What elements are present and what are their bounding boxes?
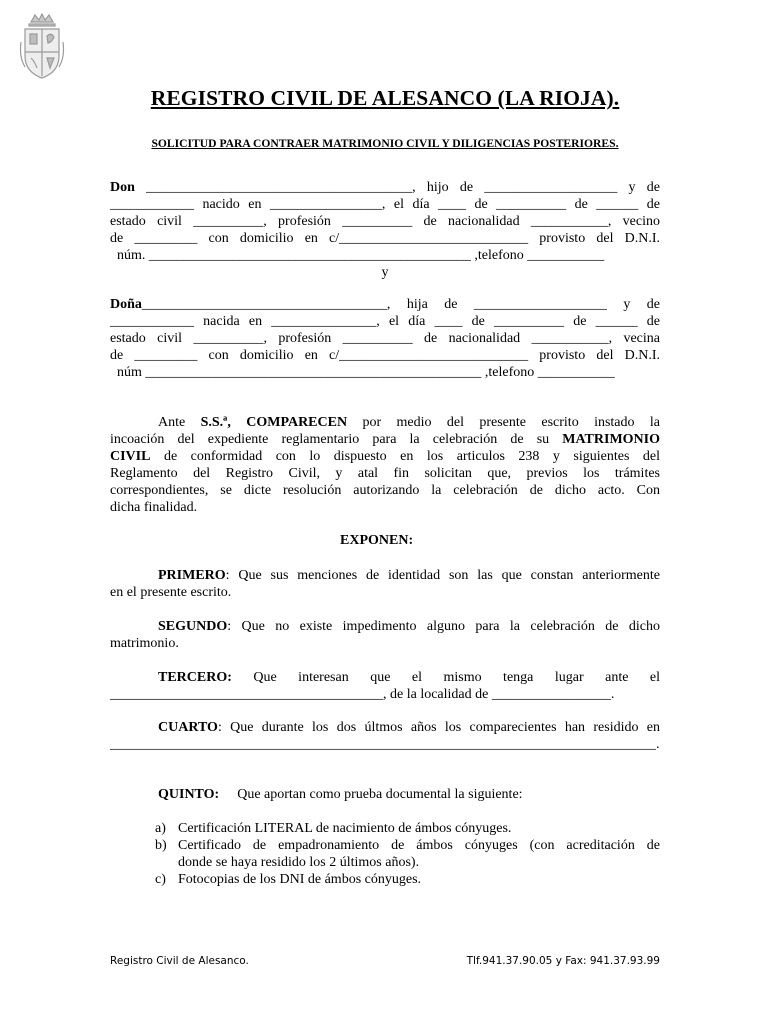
dona-line-3: estado civil __________, profesión __________ de nacionalidad ___________, vecina [110,331,660,346]
tercero-line-2: _______________________________________, de la localidad de _________________. [110,687,615,702]
intro-line-3 [110,448,660,465]
list-item-text: Certificación LITERAL de nacimiento de ámbos cónyuges. [178,821,512,836]
list-marker: c) [155,872,166,887]
intro-line-5: correspondientes, se dicte resolución autorizando la celebración de dicho acto. Con [110,483,660,498]
dona-line-2: ____________ nacida en _______________, el día ____ de __________ de ______ de [110,314,660,329]
list-item [110,837,660,854]
don-line-1-text: ______________________________________, hijo de ___________________ y de [134,180,660,195]
tercero-label: TERCERO: [158,670,232,685]
tercero-line-1 [110,669,660,686]
document-subtitle: SOLICITUD PARA CONTRAER MATRIMONIO CIVIL Y DILIGENCIAS POSTERIORES. [151,137,619,150]
list-marker: b) [155,838,167,853]
dona-line-4: de _________ con domicilio en c/___________________________ provisto del D.N.I. [110,348,660,363]
quinto-text: Que aportan como prueba documental la siguiente: [237,787,523,802]
tercero-text: Que interesan que el mismo tenga lugar ante el [231,670,660,685]
intro-text: por medio del presente escrito instado la [347,415,660,430]
list-item [110,820,660,837]
quinto-line-1 [110,786,660,803]
cuarto-line-2: ______________________________________________________________________________. [110,737,660,752]
don-line-4: de _________ con domicilio en c/___________________________ provisto del D.N.I. [110,231,660,246]
dona-line-1-text: ___________________________________, hija de ___________________ y de [141,297,660,312]
intro-text: de conformidad con lo dispuesto en los articulos 238 y siguientes del [150,449,660,464]
primero-label: PRIMERO [158,568,226,583]
intro-bold: MATRIMONIO [562,432,660,447]
dona-label: Doña [110,297,142,312]
dona-line-5: núm ________________________________________________ ,telefono ___________ [117,365,615,380]
segundo-line-2: matrimonio. [110,636,179,651]
intro-bold: S.S.ª, COMPARECEN [200,415,348,430]
list-item [110,871,660,888]
segundo-line-1 [110,618,660,635]
document-title: REGISTRO CIVIL DE ALESANCO (LA RIOJA). [150,86,620,110]
intro-line-6: dicha finalidad. [110,500,198,515]
segundo-text: : Que no existe impedimento alguno para la celebración de dicho [227,619,660,634]
dona-line-1 [110,296,660,313]
intro-line-2 [110,431,660,448]
segundo-label: SEGUNDO [158,619,228,634]
primero-line-2: en el presente escrito. [110,585,232,600]
don-line-1 [110,179,660,196]
list-item-text: Fotocopias de los DNI de ámbos cónyuges. [178,872,422,887]
don-line-2: ____________ nacido en ________________, el día ____ de __________ de ______ de [110,197,660,212]
don-line-5: núm. ______________________________________________ ,telefono ___________ [117,248,605,263]
intro-line-4: Reglamento del Registro Civil, y atal fin solicitan que, previos los trámites [110,466,660,481]
coat-of-arms-logo [17,12,67,82]
cuarto-text: : Que durante los dos últmos años los comparecientes han residido en [217,720,660,735]
intro-line-1 [110,414,660,431]
intro-bold: CIVIL [110,449,151,464]
cuarto-label: CUARTO [158,720,218,735]
intro-text: incoación del expediente reglamentario para la celebración de su [110,432,563,447]
don-label: Don [110,180,135,195]
cuarto-line-1 [110,719,660,736]
quinto-label: QUINTO: [158,787,220,802]
exponen-heading: EXPONEN: [340,533,414,548]
list-item-continuation [110,854,660,871]
list-item-text: Certificado de empadronamiento de ámbos cónyuges (con acreditación de [178,838,660,853]
list-item-text: donde se haya residido los 2 últimos años). [178,855,420,870]
list-marker: a) [155,821,166,836]
don-line-3: estado civil __________, profesión __________ de nacionalidad ___________, vecino [110,214,660,229]
footer-left: Registro Civil de Alesanco. [110,955,249,967]
primero-line-1 [110,567,660,584]
primero-text: : Que sus menciones de identidad son las que constan anteriormente [225,568,660,583]
intro-text: Ante [158,415,201,430]
footer-right: Tlf.941.37.90.05 y Fax: 941.37.93.99 [466,955,660,967]
conjunction-y: y [381,265,389,280]
